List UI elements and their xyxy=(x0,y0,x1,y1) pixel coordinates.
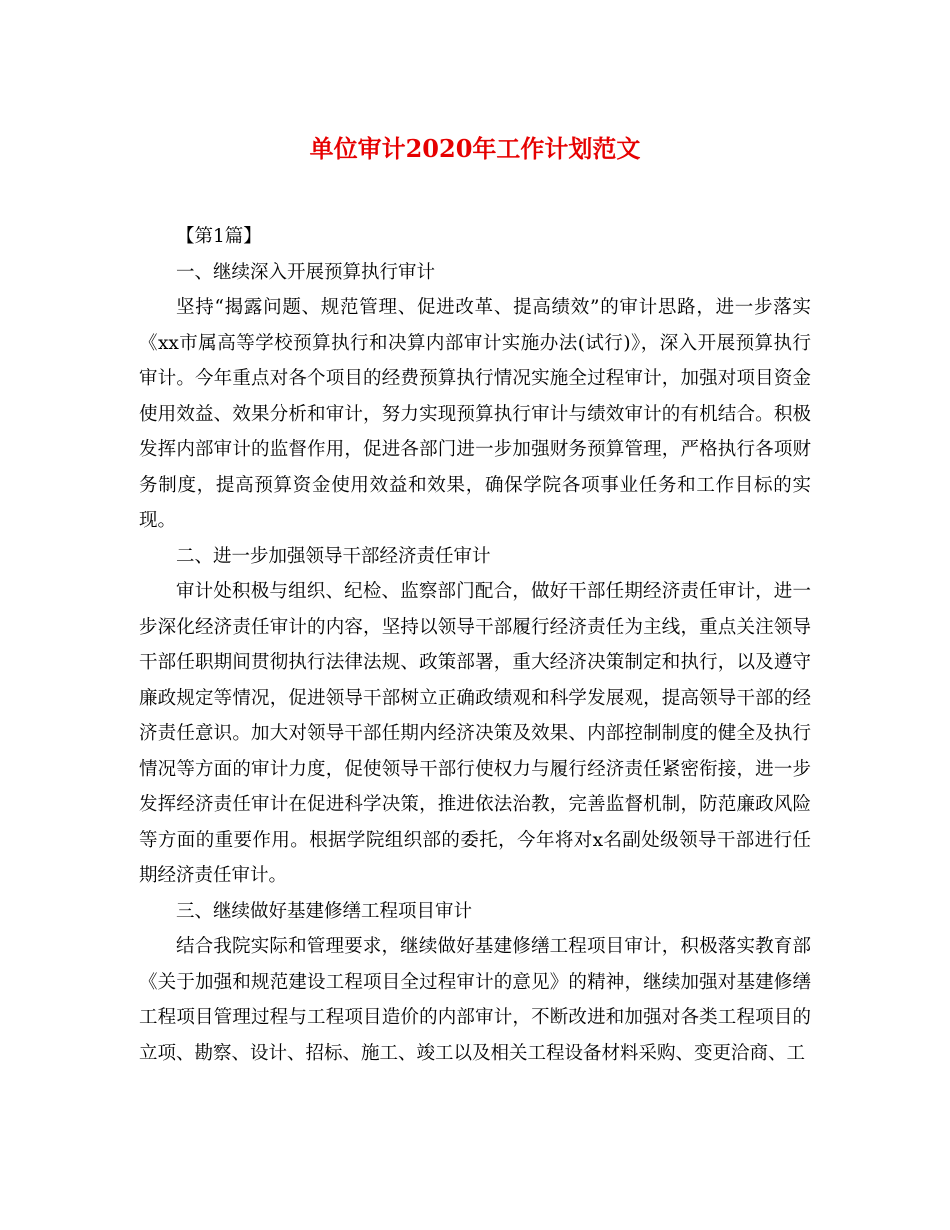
section-marker: 【第1篇】 xyxy=(176,226,262,247)
document-title: 单位审计2020年工作计划范文 xyxy=(309,134,641,163)
section-paragraph-1: 坚持“揭露问题、规范管理、促进改革、提高绩效”的审计思路，进一步落实《xx市属高等学校预算执行和决算内部审计实施办法(试行)》，深入开展预算执行审计。今年重点对各个项目的经费预算执行情况实施全过程审计，加强对项目资金使用效益、效果分析和审计，努力实现预算执行审计与绩效审计的有机结合。积极发挥内部审计的监督作用，促进各部门进一步加强财务预算管理，严格执行各项财务制度，提高预算资金使用效益和效果，确保学院各项事业任务和工作目标的实现。 xyxy=(139,297,811,531)
section-heading-2: 二、进一步加强领导干部经济责任审计 xyxy=(176,545,491,567)
section-paragraph-2: 审计处积极与组织、纪检、监察部门配合，做好干部任期经济责任审计，进一步深化经济责任审计的内容，坚持以领导干部履行经济责任为主线，重点关注领导干部任职期间贯彻执行法律法规、政策部署，重大经济决策制定和执行，以及遵守廉政规定等情况，促进领导干部树立正确政绩观和科学发展观，提高领导干部的经济责任意识。加大对领导干部任期内经济决策及效果、内部控制制度的健全及执行情况等方面的审计力度，促使领导干部行使权力与履行经济责任紧密衔接，进一步发挥经济责任审计在促进科学决策，推进依法治教，完善监督机制，防范廉政风险等方面的重要作用。根据学院组织部的委托，今年将对x名副处级领导干部进行任期经济责任审计。 xyxy=(139,581,811,886)
section-heading-1: 一、继续深入开展预算执行审计 xyxy=(176,261,436,283)
section-paragraph-3: 结合我院实际和管理要求，继续做好基建修缮工程项目审计，积极落实教育部《关于加强和规范建设工程项目全过程审计的意见》的精神，继续加强对基建修缮工程项目管理过程与工程项目造价的内部审计，不断改进和加强对各类工程项目的立项、勘察、设计、招标、施工、竣工以及相关工程设备材料采购、变更洽商、工 xyxy=(139,936,811,1064)
section-heading-3: 三、继续做好基建修缮工程项目审计 xyxy=(176,900,473,922)
document-body xyxy=(139,219,811,1071)
